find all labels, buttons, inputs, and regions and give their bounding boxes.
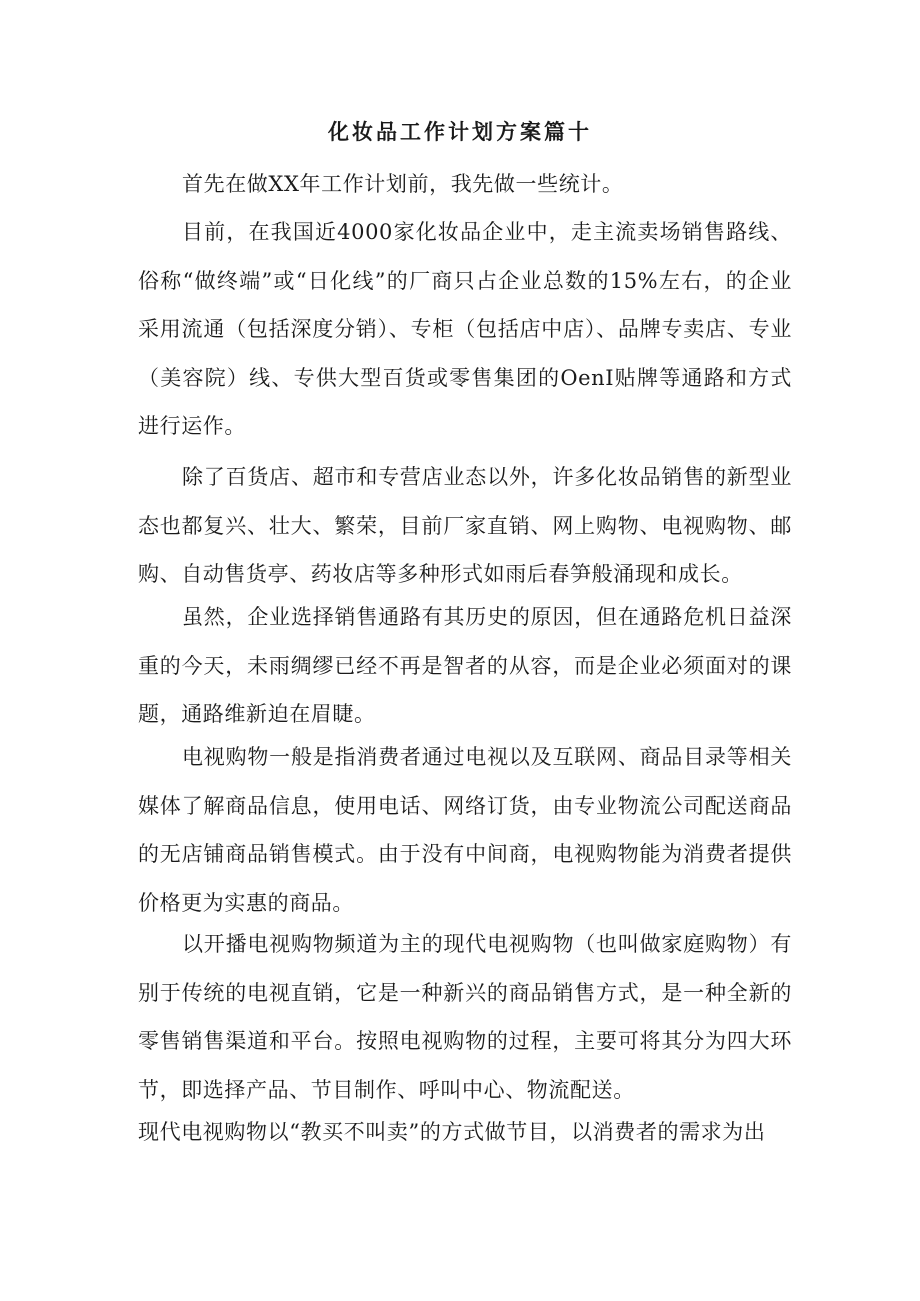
- paragraph-7: 现代电视购物以“教买不叫卖”的方式做节目，以消费者的需求为出: [138, 1120, 766, 1144]
- document-title: 化妆品工作计划方案篇十: [328, 119, 592, 144]
- paragraph-5: 电视购物一般是指消费者通过电视以及互联网、商品目录等相关媒体了解商品信息，使用电话、网络订货，由专业物流公司配送商品的无店铺商品销售模式。由于没有中间商，电视购物能为消费者提供价格更为实惠的商品。: [138, 745, 792, 915]
- paragraph-1: 首先在做XX年工作计划前，我先做一些统计。: [182, 172, 624, 196]
- paragraph-4: 虽然，企业选择销售通路有其历史的原因，但在通路危机日益深重的今天，未雨绸缪已经不再是智者的从容，而是企业必须面对的课题，通路维新迫在眉睫。: [138, 605, 792, 726]
- paragraph-6: 以开播电视购物频道为主的现代电视购物（也叫做家庭购物）有别于传统的电视直销，它是一种新兴的商品销售方式，是一种全新的零售销售渠道和平台。按照电视购物的过程，主要可将其分为四大环节，即选择产品、节目制作、呼叫中心、物流配送。: [138, 932, 792, 1102]
- paragraph-3: 除了百货店、超市和专营店业态以外，许多化妆品销售的新型业态也都复兴、壮大、繁荣，目前厂家直销、网上购物、电视购物、邮购、自动售货亭、药妆店等多种形式如雨后春笋般涌现和成长。: [138, 465, 792, 586]
- paragraph-2: 目前，在我国近4000家化妆品企业中，走主流卖场销售路线、俗称“做终端”或“日化线”的厂商只占企业总数的15%左右，的企业采用流通（包括深度分销）、专柜（包括店中店）、品牌专卖店、专业（美容院）线、专供大型百货或零售集团的OenI贴牌等通路和方式进行运作。: [138, 220, 792, 438]
